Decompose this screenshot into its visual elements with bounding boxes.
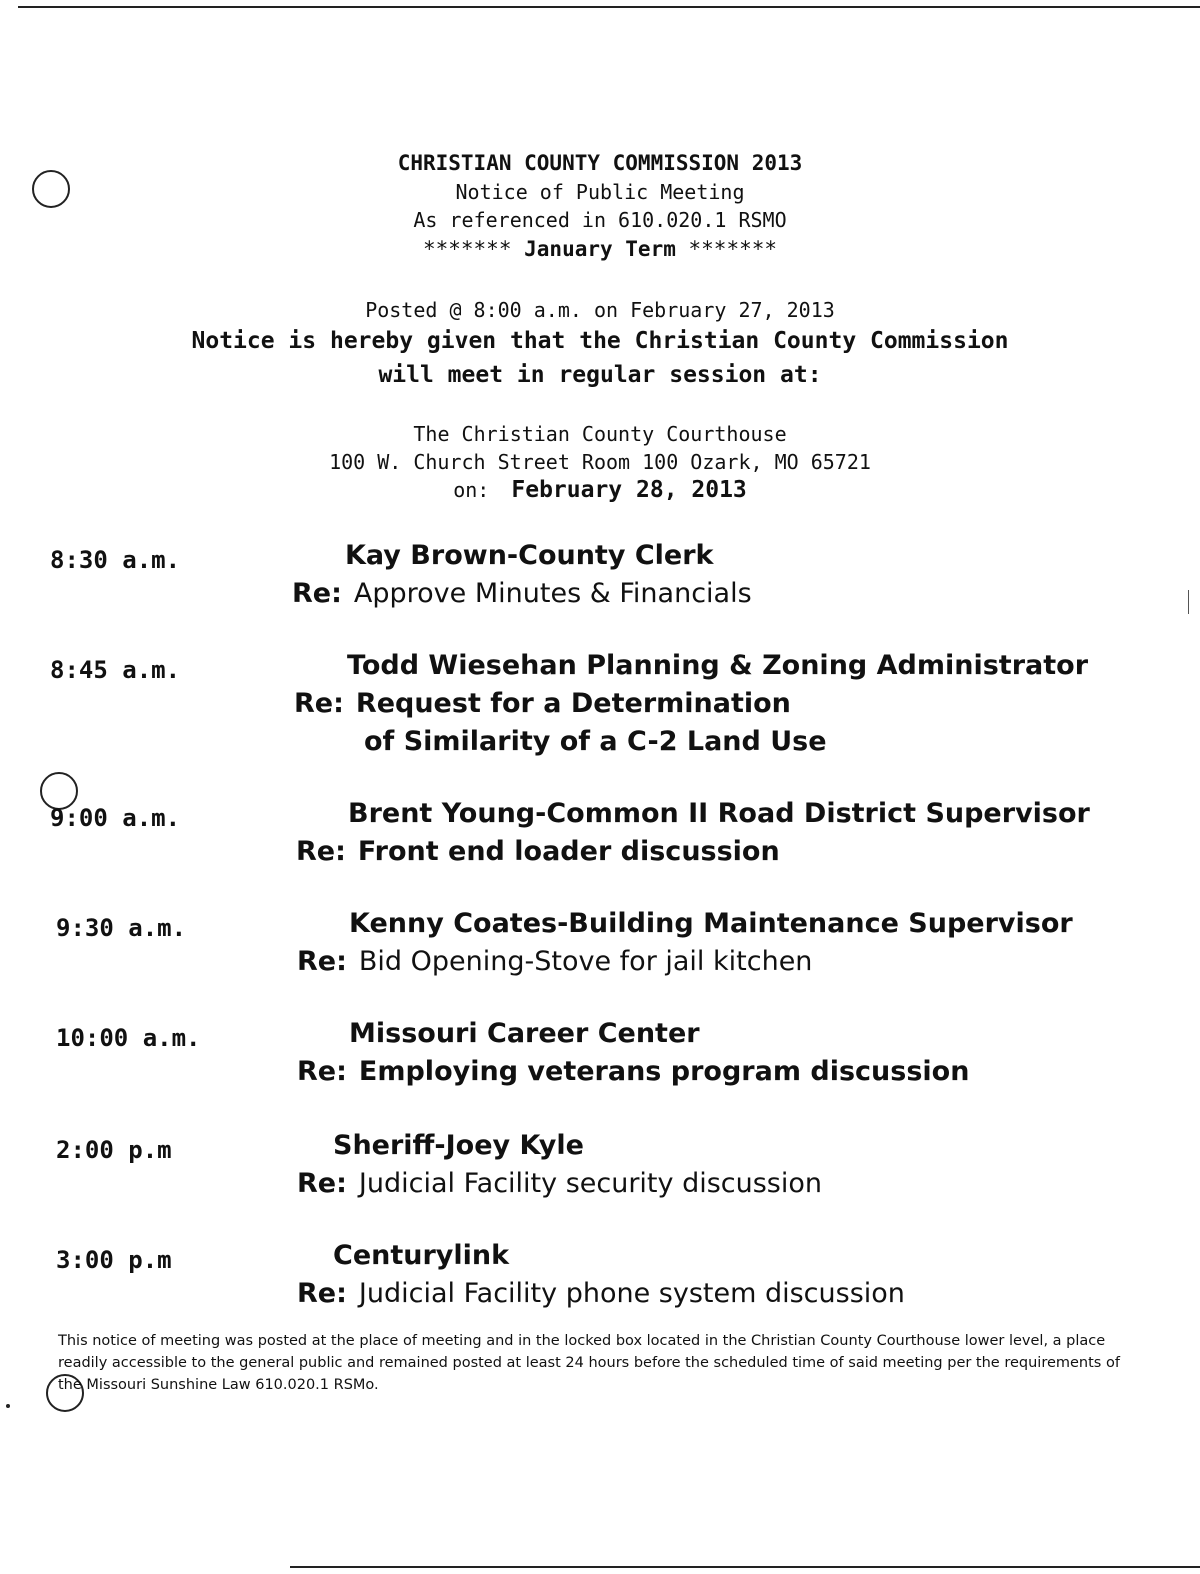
re-label: Re: (292, 578, 342, 609)
scan-speck (6, 1404, 10, 1408)
term-name: January Term (524, 237, 676, 261)
agenda-subject-text: Front end loader discussion (357, 836, 780, 867)
notice-line-2: will meet in regular session at: (378, 362, 822, 388)
agenda-time: 9:00 a.m. (50, 804, 181, 832)
re-label: Re: (297, 946, 347, 977)
notice-line-1: Notice is hereby given that the Christian County Commission (191, 328, 1009, 354)
on-label: on: (453, 478, 490, 502)
bottom-rule (290, 1566, 1200, 1568)
agenda-time: 3:00 p.m (56, 1246, 172, 1274)
term-stars-right: ******* (688, 237, 778, 261)
document-title: CHRISTIAN COUNTY COMMISSION 2013 (397, 151, 803, 175)
top-rule (18, 6, 1200, 8)
agenda-presenter: Sheriff-Joey Kyle (333, 1130, 584, 1161)
term-stars-left: ******* (422, 237, 512, 261)
agenda-presenter: Brent Young-Common II Road District Supervisor (348, 798, 1090, 829)
agenda-subject-text: Request for a Determination (355, 688, 791, 719)
meeting-location (0, 420, 1200, 504)
document-header (0, 148, 1200, 264)
agenda-subject-text: Bid Opening-Stove for jail kitchen (358, 946, 813, 977)
agenda-subject (296, 836, 780, 867)
agenda-subject (294, 688, 791, 719)
agenda-subject (297, 1168, 822, 1199)
edge-mark (1188, 590, 1189, 614)
re-label: Re: (297, 1278, 347, 1309)
agenda-presenter: Centurylink (333, 1240, 510, 1271)
agenda-subject (297, 946, 812, 977)
statute-reference: As referenced in 610.020.1 RSMO (413, 208, 787, 232)
document-subtitle: Notice of Public Meeting (455, 180, 745, 204)
agenda-time: 8:45 a.m. (50, 656, 181, 684)
re-label: Re: (294, 688, 344, 719)
agenda-time: 8:30 a.m. (50, 546, 181, 574)
agenda-subject-text: Judicial Facility security discussion (358, 1168, 823, 1199)
location-place: The Christian County Courthouse (413, 422, 787, 446)
agenda-subject (297, 1278, 905, 1309)
agenda-subject-text: Judicial Facility phone system discussion (358, 1278, 905, 1309)
posting-certification: This notice of meeting was posted at the place of meeting and in the locked box located in the Christian County Courthouse lower level, a place readily accessible to the general public and remained posted at least 24 hours before the scheduled time of said meeting per the requirements of the Missouri Sunshine Law 610.020.1 RSMo. (58, 1333, 1120, 1393)
re-label: Re: (297, 1056, 347, 1087)
agenda-time: 9:30 a.m. (56, 914, 187, 942)
agenda-subject-text: Approve Minutes & Financials (353, 578, 752, 609)
agenda-time: 2:00 p.m (56, 1136, 172, 1164)
agenda-presenter: Todd Wiesehan Planning & Zoning Administrator (347, 650, 1089, 681)
agenda-subject (297, 1056, 969, 1087)
posted-line: Posted @ 8:00 a.m. on February 27, 2013 (365, 298, 835, 322)
meeting-date-line (0, 476, 1200, 504)
notice-statement (0, 324, 1200, 392)
agenda-presenter: Kenny Coates-Building Maintenance Supervisor (349, 908, 1073, 939)
re-label: Re: (297, 1168, 347, 1199)
agenda-subject-continued: of Similarity of a C-2 Land Use (364, 726, 827, 757)
agenda-subject (292, 578, 752, 609)
location-address: 100 W. Church Street Room 100 Ozark, MO 65721 (329, 450, 871, 474)
agenda-subject-text: Employing veterans program discussion (358, 1056, 970, 1087)
agenda-presenter: Missouri Career Center (349, 1018, 700, 1049)
term-line (0, 234, 1200, 264)
agenda-time: 10:00 a.m. (56, 1024, 201, 1052)
re-label: Re: (296, 836, 346, 867)
agenda-presenter: Kay Brown-County Clerk (345, 540, 714, 571)
meeting-date: February 28, 2013 (511, 477, 747, 503)
